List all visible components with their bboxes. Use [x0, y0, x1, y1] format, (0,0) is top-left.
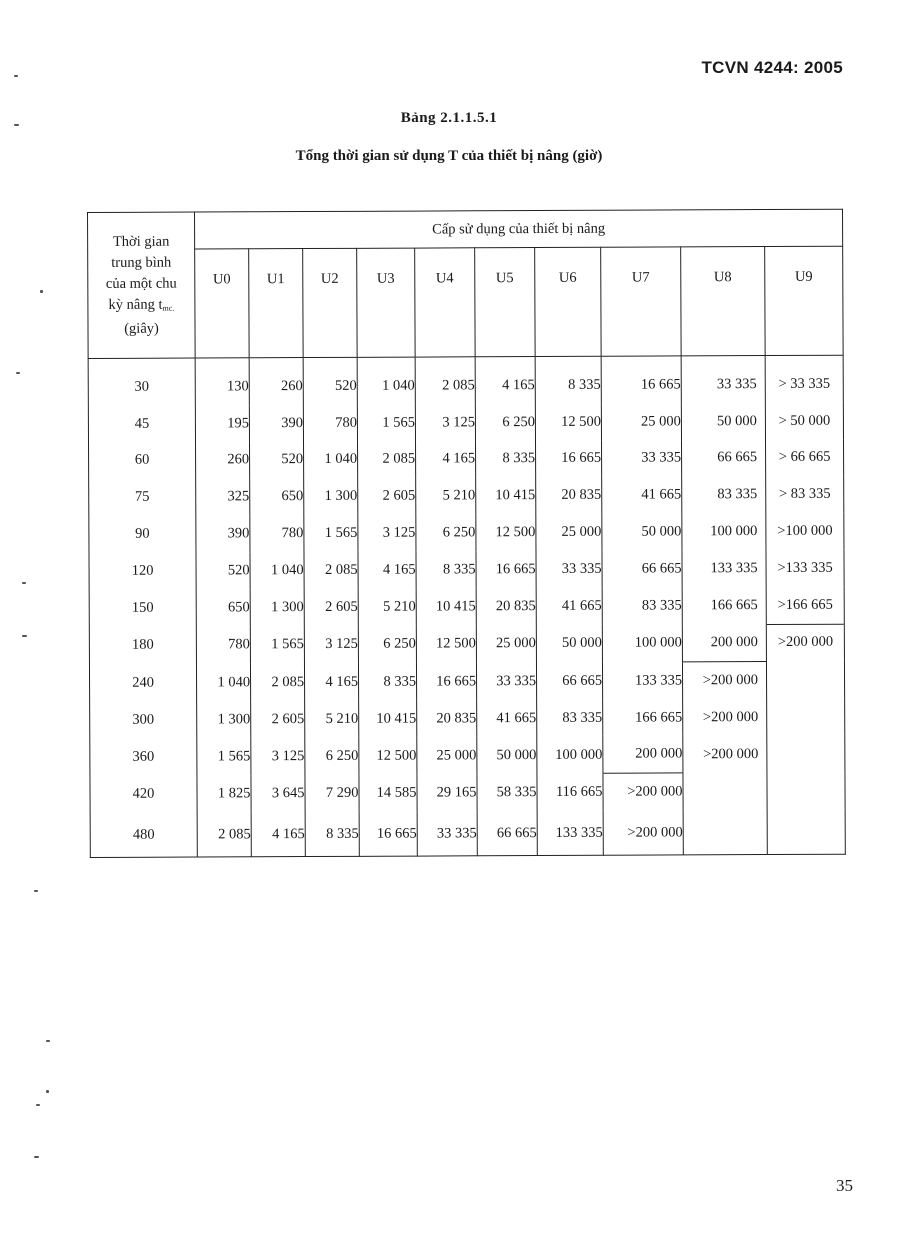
value-cell-u1: 4 165 — [251, 812, 305, 857]
value-cell-u6: 116 665 — [537, 774, 603, 812]
value-cell-u0: 2 085 — [197, 812, 251, 857]
scan-speck — [14, 75, 18, 77]
class-header-row — [88, 246, 844, 358]
class-header-u0: U0 — [195, 249, 249, 358]
stub-header-cell — [88, 212, 196, 358]
table-row — [89, 439, 844, 479]
value-cell-u5: 66 665 — [477, 811, 537, 856]
value-cell-u3: 16 665 — [359, 812, 417, 857]
page-number: 35 — [836, 1176, 853, 1195]
value-cell-u0: 195 — [195, 405, 249, 442]
value-cell-u1: 3 645 — [251, 775, 305, 813]
cycle-time-cell: 240 — [89, 664, 196, 702]
value-cell-u3: 6 250 — [358, 626, 416, 664]
value-cell-u9: > 66 665 — [765, 439, 843, 476]
value-cell-u2: 8 335 — [305, 812, 359, 857]
value-cell-u6: 8 335 — [535, 356, 601, 404]
value-cell-u3: 2 605 — [358, 478, 416, 515]
value-cell-u0: 1 565 — [197, 738, 251, 776]
cycle-time-cell: 75 — [89, 479, 196, 516]
cycle-time-cell: 90 — [89, 516, 196, 553]
table-row — [90, 735, 845, 776]
value-cell-u9 — [767, 772, 845, 810]
cycle-time-cell: 120 — [89, 553, 196, 590]
value-cell-u9 — [766, 661, 844, 699]
value-cell-u8: >200 000 — [682, 661, 766, 699]
stub-header-line2: trung bình — [111, 254, 172, 271]
value-cell-u9 — [767, 698, 845, 735]
value-cell-u9: > 50 000 — [765, 402, 843, 439]
cycle-time-cell: 60 — [89, 442, 196, 479]
value-cell-u7: 33 335 — [602, 440, 682, 477]
value-cell-u4: 25 000 — [417, 737, 477, 775]
cycle-time-cell: 45 — [88, 405, 195, 442]
value-cell-u9 — [767, 735, 845, 773]
value-cell-u8: 50 000 — [681, 403, 765, 440]
table-number: Bảng 2.1.1.5.1 — [400, 110, 498, 126]
value-cell-u2: 1 565 — [304, 515, 358, 552]
class-header-u6: U6 — [535, 247, 601, 356]
value-cell-u4: 4 165 — [416, 441, 476, 478]
class-header-u1: U1 — [249, 249, 303, 358]
cycle-time-cell: 480 — [90, 813, 197, 858]
value-cell-u8: 66 665 — [682, 440, 766, 477]
usage-time-table — [87, 209, 846, 858]
scan-speck — [36, 1104, 40, 1106]
value-cell-u0: 780 — [196, 626, 250, 664]
table-row — [89, 586, 844, 627]
scan-speck — [14, 124, 19, 126]
value-cell-u9: > 83 335 — [766, 476, 844, 513]
value-cell-u1: 3 125 — [251, 738, 305, 776]
stub-header-line3: của một chu — [105, 275, 177, 292]
value-cell-u1: 780 — [250, 515, 304, 552]
value-cell-u4: 3 125 — [415, 404, 475, 441]
value-cell-u9: > 33 335 — [765, 355, 843, 403]
value-cell-u0: 325 — [196, 479, 250, 516]
value-cell-u4: 33 335 — [417, 811, 477, 856]
value-cell-u5: 50 000 — [477, 737, 537, 775]
value-cell-u1: 650 — [250, 478, 304, 515]
value-cell-u0: 260 — [196, 442, 250, 479]
class-header-u2: U2 — [303, 248, 357, 357]
value-cell-u5: 10 415 — [476, 477, 536, 514]
value-cell-u6: 33 335 — [536, 551, 602, 588]
class-group-header: Cấp sử dụng của thiết bị nâng — [195, 209, 843, 249]
value-cell-u7: 200 000 — [603, 736, 683, 774]
value-cell-u2: 2 605 — [304, 589, 358, 627]
value-cell-u9: >133 335 — [766, 550, 844, 587]
cycle-time-cell: 300 — [90, 701, 197, 738]
value-cell-u5: 8 335 — [476, 441, 536, 478]
table-row — [89, 624, 844, 665]
value-cell-u8 — [683, 810, 767, 855]
value-cell-u3: 10 415 — [359, 700, 417, 737]
value-cell-u5: 12 500 — [476, 514, 536, 551]
value-cell-u1: 1 565 — [250, 626, 304, 664]
value-cell-u0: 1 040 — [196, 664, 250, 702]
value-cell-u4: 6 250 — [416, 514, 476, 551]
value-cell-u8 — [683, 773, 767, 811]
table-row — [88, 402, 843, 442]
value-cell-u3: 12 500 — [359, 737, 417, 775]
value-cell-u1: 1 040 — [250, 552, 304, 589]
scan-speck — [46, 1040, 50, 1042]
value-cell-u2: 1 300 — [304, 478, 358, 515]
scan-speck — [34, 1156, 39, 1158]
value-cell-u8: >200 000 — [683, 736, 767, 774]
value-cell-u4: 10 415 — [416, 588, 476, 626]
value-cell-u5: 4 165 — [475, 357, 535, 405]
cycle-time-cell: 420 — [90, 775, 197, 813]
value-cell-u6: 12 500 — [535, 404, 601, 441]
stub-header-line1: Thời gian — [112, 233, 170, 250]
value-cell-u9: >166 665 — [766, 586, 844, 624]
table-title: Tổng thời gian sử dụng T của thiết bị nâng (giờ) — [295, 148, 603, 164]
table-row — [90, 772, 845, 813]
value-cell-u6: 16 665 — [536, 440, 602, 477]
value-cell-u8: 133 335 — [682, 550, 766, 587]
value-cell-u3: 1 565 — [357, 404, 415, 441]
value-cell-u5: 6 250 — [475, 404, 535, 441]
value-cell-u6: 100 000 — [537, 736, 603, 774]
value-cell-u4: 12 500 — [416, 625, 476, 663]
value-cell-u0: 130 — [195, 358, 249, 406]
stub-header-line5: (giây) — [124, 320, 159, 337]
value-cell-u2: 2 085 — [304, 552, 358, 589]
value-cell-u5: 58 335 — [477, 774, 537, 812]
value-cell-u2: 780 — [303, 405, 357, 442]
value-cell-u6: 20 835 — [536, 477, 602, 514]
scan-speck — [46, 1090, 49, 1093]
value-cell-u4: 20 835 — [417, 700, 477, 737]
value-cell-u2: 520 — [303, 357, 357, 405]
class-header-u8: U8 — [681, 247, 765, 356]
value-cell-u7: >200 000 — [603, 773, 683, 811]
value-cell-u9 — [767, 810, 845, 855]
value-cell-u4: 5 210 — [416, 478, 476, 515]
value-cell-u0: 650 — [196, 589, 250, 627]
value-cell-u7: 100 000 — [602, 624, 682, 662]
value-cell-u1: 2 085 — [250, 663, 304, 701]
class-header-u3: U3 — [357, 248, 415, 357]
value-cell-u2: 7 290 — [305, 775, 359, 813]
cycle-time-cell: 180 — [89, 627, 196, 665]
value-cell-u0: 390 — [196, 515, 250, 552]
value-cell-u7: 83 335 — [602, 587, 682, 625]
table-row — [89, 550, 844, 590]
value-cell-u6: 41 665 — [536, 588, 602, 626]
value-cell-u1: 390 — [249, 405, 303, 442]
value-cell-u0: 1 300 — [197, 701, 251, 738]
value-cell-u2: 6 250 — [305, 737, 359, 775]
value-cell-u3: 3 125 — [358, 515, 416, 552]
scan-speck — [16, 372, 20, 374]
value-cell-u9: >100 000 — [766, 513, 844, 550]
value-cell-u7: 16 665 — [601, 356, 681, 404]
value-cell-u3: 8 335 — [358, 663, 416, 701]
scan-speck — [22, 635, 27, 637]
value-cell-u2: 3 125 — [304, 626, 358, 664]
value-cell-u2: 5 210 — [305, 700, 359, 737]
value-cell-u4: 29 165 — [417, 774, 477, 812]
value-cell-u8: 100 000 — [682, 513, 766, 550]
table-body — [88, 355, 845, 857]
value-cell-u8: >200 000 — [683, 699, 767, 736]
table-row — [90, 810, 845, 858]
value-cell-u4: 2 085 — [415, 357, 475, 405]
value-cell-u7: 166 665 — [603, 699, 683, 736]
class-header-u5: U5 — [475, 248, 535, 357]
value-cell-u0: 1 825 — [197, 775, 251, 813]
value-cell-u5: 25 000 — [476, 625, 536, 663]
value-cell-u7: 50 000 — [602, 514, 682, 551]
value-cell-u6: 133 335 — [537, 811, 603, 856]
value-cell-u8: 33 335 — [681, 356, 765, 404]
value-cell-u4: 8 335 — [416, 551, 476, 588]
value-cell-u0: 520 — [196, 552, 250, 589]
value-cell-u2: 4 165 — [304, 663, 358, 701]
value-cell-u5: 33 335 — [476, 662, 536, 700]
class-header-u7: U7 — [601, 247, 681, 356]
value-cell-u5: 16 665 — [476, 551, 536, 588]
value-cell-u6: 50 000 — [536, 625, 602, 663]
value-cell-u2: 1 040 — [304, 441, 358, 478]
value-cell-u1: 260 — [249, 358, 303, 406]
usage-table-container — [87, 209, 845, 858]
value-cell-u4: 16 665 — [416, 663, 476, 701]
value-cell-u3: 1 040 — [357, 357, 415, 405]
stub-header-line4: kỳ nâng t — [108, 296, 163, 313]
value-cell-u8: 83 335 — [682, 476, 766, 513]
scan-speck — [40, 290, 43, 293]
value-cell-u6: 66 665 — [536, 662, 602, 700]
value-cell-u1: 1 300 — [250, 589, 304, 627]
value-cell-u3: 14 585 — [359, 774, 417, 812]
table-row — [89, 476, 844, 516]
value-cell-u8: 200 000 — [682, 624, 766, 662]
cycle-time-cell: 150 — [89, 589, 196, 627]
scan-speck — [34, 890, 38, 892]
value-cell-u5: 41 665 — [477, 700, 537, 737]
table-row — [89, 661, 844, 702]
value-cell-u1: 2 605 — [251, 701, 305, 738]
value-cell-u3: 5 210 — [358, 588, 416, 626]
value-cell-u8: 166 665 — [682, 587, 766, 625]
value-cell-u3: 4 165 — [358, 552, 416, 589]
value-cell-u6: 25 000 — [536, 514, 602, 551]
class-header-u4: U4 — [415, 248, 475, 357]
stub-header-subscript: mc. — [162, 303, 175, 313]
value-cell-u7: 66 665 — [602, 550, 682, 587]
value-cell-u7: >200 000 — [603, 810, 683, 855]
value-cell-u1: 520 — [250, 442, 304, 479]
class-header-u9: U9 — [765, 246, 844, 355]
value-cell-u7: 133 335 — [602, 662, 682, 700]
value-cell-u5: 20 835 — [476, 588, 536, 626]
standard-code: TCVN 4244: 2005 — [701, 58, 843, 77]
table-row — [90, 698, 845, 738]
value-cell-u6: 83 335 — [537, 699, 603, 736]
table-row — [89, 513, 844, 553]
cycle-time-cell: 30 — [88, 358, 195, 406]
value-cell-u7: 41 665 — [602, 477, 682, 514]
value-cell-u3: 2 085 — [358, 441, 416, 478]
value-cell-u9: >200 000 — [766, 624, 844, 662]
scan-speck — [22, 582, 26, 584]
table-row — [88, 355, 843, 406]
cycle-time-cell: 360 — [90, 738, 197, 776]
value-cell-u7: 25 000 — [601, 403, 681, 440]
